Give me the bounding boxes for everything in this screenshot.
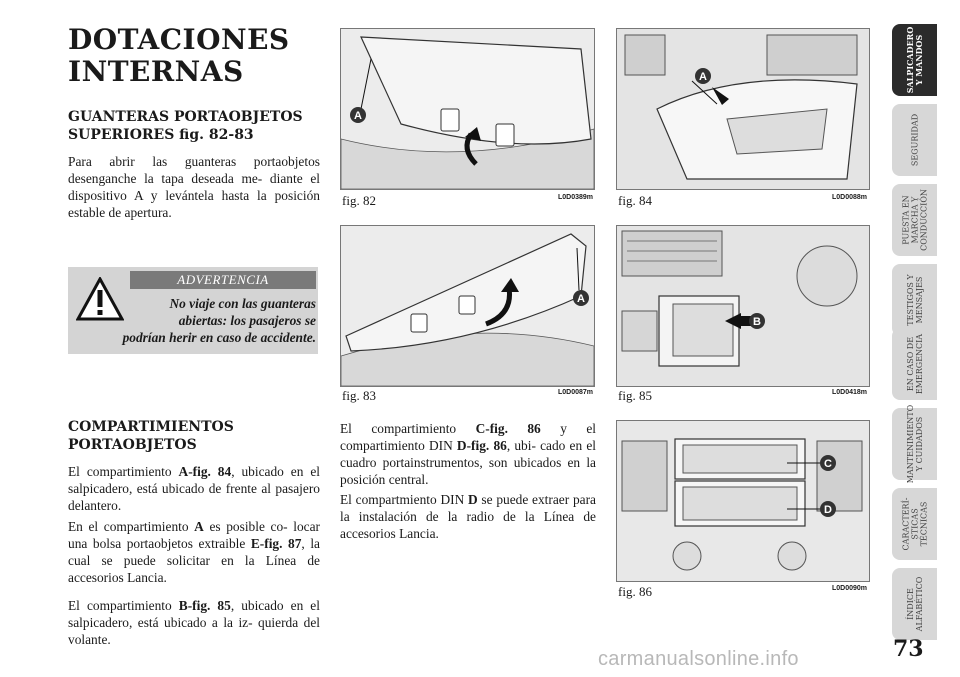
tab-salpicadero[interactable]: SALPICADERO Y MANDOS <box>892 24 937 96</box>
warning-text: No viaje con las guanteras abiertas: los pasajeros se podrían herir en caso de accidente. <box>122 296 316 345</box>
title-line-2: INTERNAS <box>68 55 244 88</box>
figure-82-code: L0D0389m <box>557 194 593 201</box>
tab-indice[interactable]: ÍNDICE ALFABÉTICO <box>892 568 937 640</box>
svg-text:A: A <box>699 71 707 83</box>
figure-84-code: L0D0088m <box>831 194 867 201</box>
warning-header: ADVERTENCIA <box>130 271 316 289</box>
figure-83-code: L0D0087m <box>557 389 593 396</box>
figure-84-image <box>616 28 870 190</box>
figure-85-label: fig. 85 <box>618 388 652 403</box>
tab-emergencia[interactable]: EN CASO DE EMERGENCIA <box>892 328 937 400</box>
section-heading-compartments: COMPARTIMIENTOS PORTAOBJETOS <box>68 419 234 453</box>
paragraph-compartment-a: El compartimiento A-fig. 84, ubicado en el salpicadero, está ubicado de frente al pasajero delantero. <box>68 464 320 513</box>
figure-86-image <box>616 420 870 582</box>
svg-text:C: C <box>824 458 832 470</box>
tab-mantenimiento[interactable]: MANTENIMIENTO Y CUIDADOS <box>892 408 937 480</box>
page-title <box>68 24 290 88</box>
tab-seguridad[interactable]: SEGURIDAD <box>892 104 937 176</box>
section-heading-upper-glove-box: GUANTERAS PORTAOBJETOS SUPERIORES fig. 82-83 <box>68 109 303 143</box>
watermark: carmanualsonline.info <box>598 648 799 670</box>
figure-83-label: fig. 83 <box>342 388 376 403</box>
tab-caracteristicas[interactable]: CARACTERÍ- STICAS TÉCNICAS <box>892 488 937 560</box>
figure-86-code: L0D0090m <box>831 585 867 592</box>
paragraph-upper-glove-box: Para abrir las guanteras portaobjetos desenganche la tapa deseada me- diante el dispositivo A y levántela hasta la posición estable de apertura. <box>68 154 320 220</box>
figure-86-label: fig. 86 <box>618 584 652 599</box>
figure-82-image <box>340 28 595 190</box>
figure-85-image <box>616 225 870 387</box>
svg-text:A: A <box>577 293 585 305</box>
svg-text:D: D <box>824 504 832 516</box>
paragraph-din-d: El compartmiento DIN D se puede extraer para la instalación de la radio de la Línea de accesorios Lancia. <box>340 492 596 541</box>
paragraph-compartment-c-d: El compartimiento C-fig. 86 y el compartimiento DIN D-fig. 86, ubi- cado en el cuadro portainstrumentos, son ubicados en la posición central. <box>340 421 597 487</box>
svg-text:A: A <box>354 110 362 122</box>
figure-83-image <box>340 225 595 387</box>
tab-testigos[interactable]: TESTIGOS Y MENSAJES <box>892 264 937 336</box>
figure-84-label: fig. 84 <box>618 193 652 208</box>
figure-82-label: fig. 82 <box>342 193 376 208</box>
paragraph-bag-e: En el compartimiento A es posible co- locar una bolsa portaobjetos extraible E-fig. 87, la cual se puede solicitar en la Línea de accesorios Lancia. <box>68 519 320 585</box>
title-line-1: DOTACIONES <box>68 23 290 56</box>
figure-85-code: L0D0418m <box>831 389 867 396</box>
tab-puesta-en-marcha[interactable]: PUESTA EN MARCHA Y CONDUCCIÓN <box>892 184 937 256</box>
page-number: 73 <box>893 636 924 662</box>
warning-box <box>68 267 318 354</box>
svg-text:B: B <box>753 316 761 328</box>
paragraph-compartment-b: El compartimiento B-fig. 85, ubicado en el salpicadero, está ubicado a la iz- quierda del volante. <box>68 598 320 647</box>
